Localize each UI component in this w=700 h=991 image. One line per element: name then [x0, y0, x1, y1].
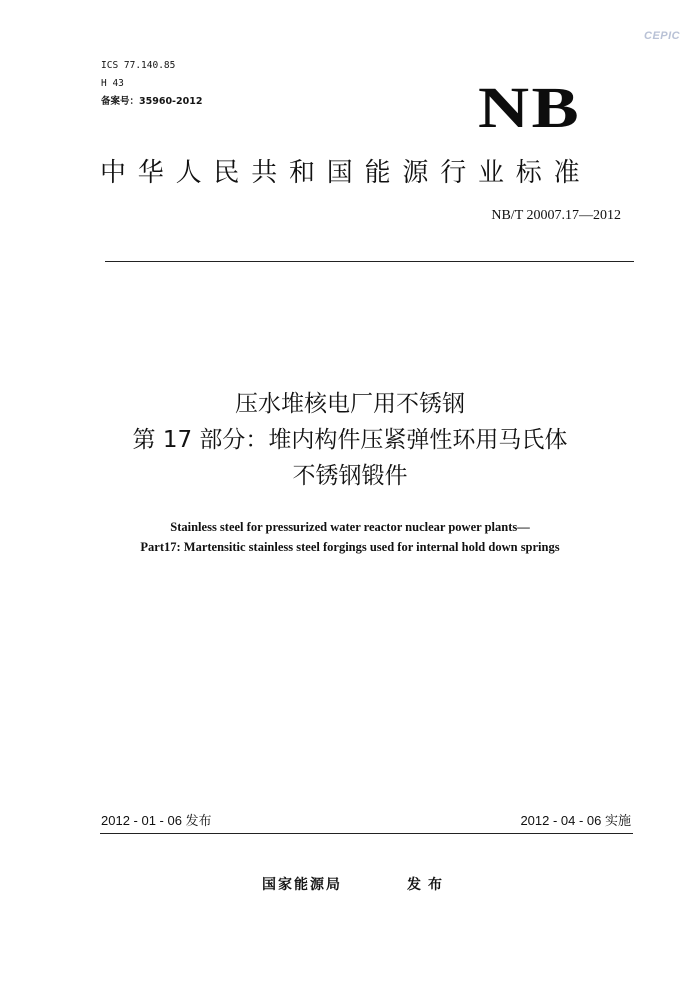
effective-date: 2012 - 04 - 06 实施 [520, 813, 631, 828]
issuing-authority: 国家能源局 [262, 877, 342, 893]
publish-date: 2012 - 01 - 06 发布 [101, 813, 212, 828]
title-en-line-2: Part17: Martensitic stainless steel forgings used for internal hold down springs [140, 540, 560, 554]
title-en-line-1: Stainless steel for pressurized water reactor nuclear power plants— [170, 520, 530, 534]
top-divider [105, 261, 634, 262]
issue-label: 发布 [407, 877, 449, 893]
ics-code: ICS 77.140.85 [101, 60, 176, 71]
nb-logo: NB [478, 75, 582, 140]
title-cn-line-2: 第 17 部分：堆内构件压紧弹性环用马氏体 [132, 427, 568, 453]
bottom-divider [100, 833, 633, 834]
standard-number: NB/T 20007.17—2012 [491, 208, 621, 223]
filing-number: 备案号：35960-2012 [101, 96, 203, 107]
title-cn-line-1: 压水堆核电厂用不锈钢 [235, 391, 465, 417]
watermark-logo: CEPIC [644, 30, 681, 42]
ccs-code: H 43 [101, 78, 124, 89]
title-cn-line-3: 不锈钢锻件 [292, 463, 408, 489]
standard-body-title: 中华人民共和国能源行业标准 [100, 158, 592, 188]
